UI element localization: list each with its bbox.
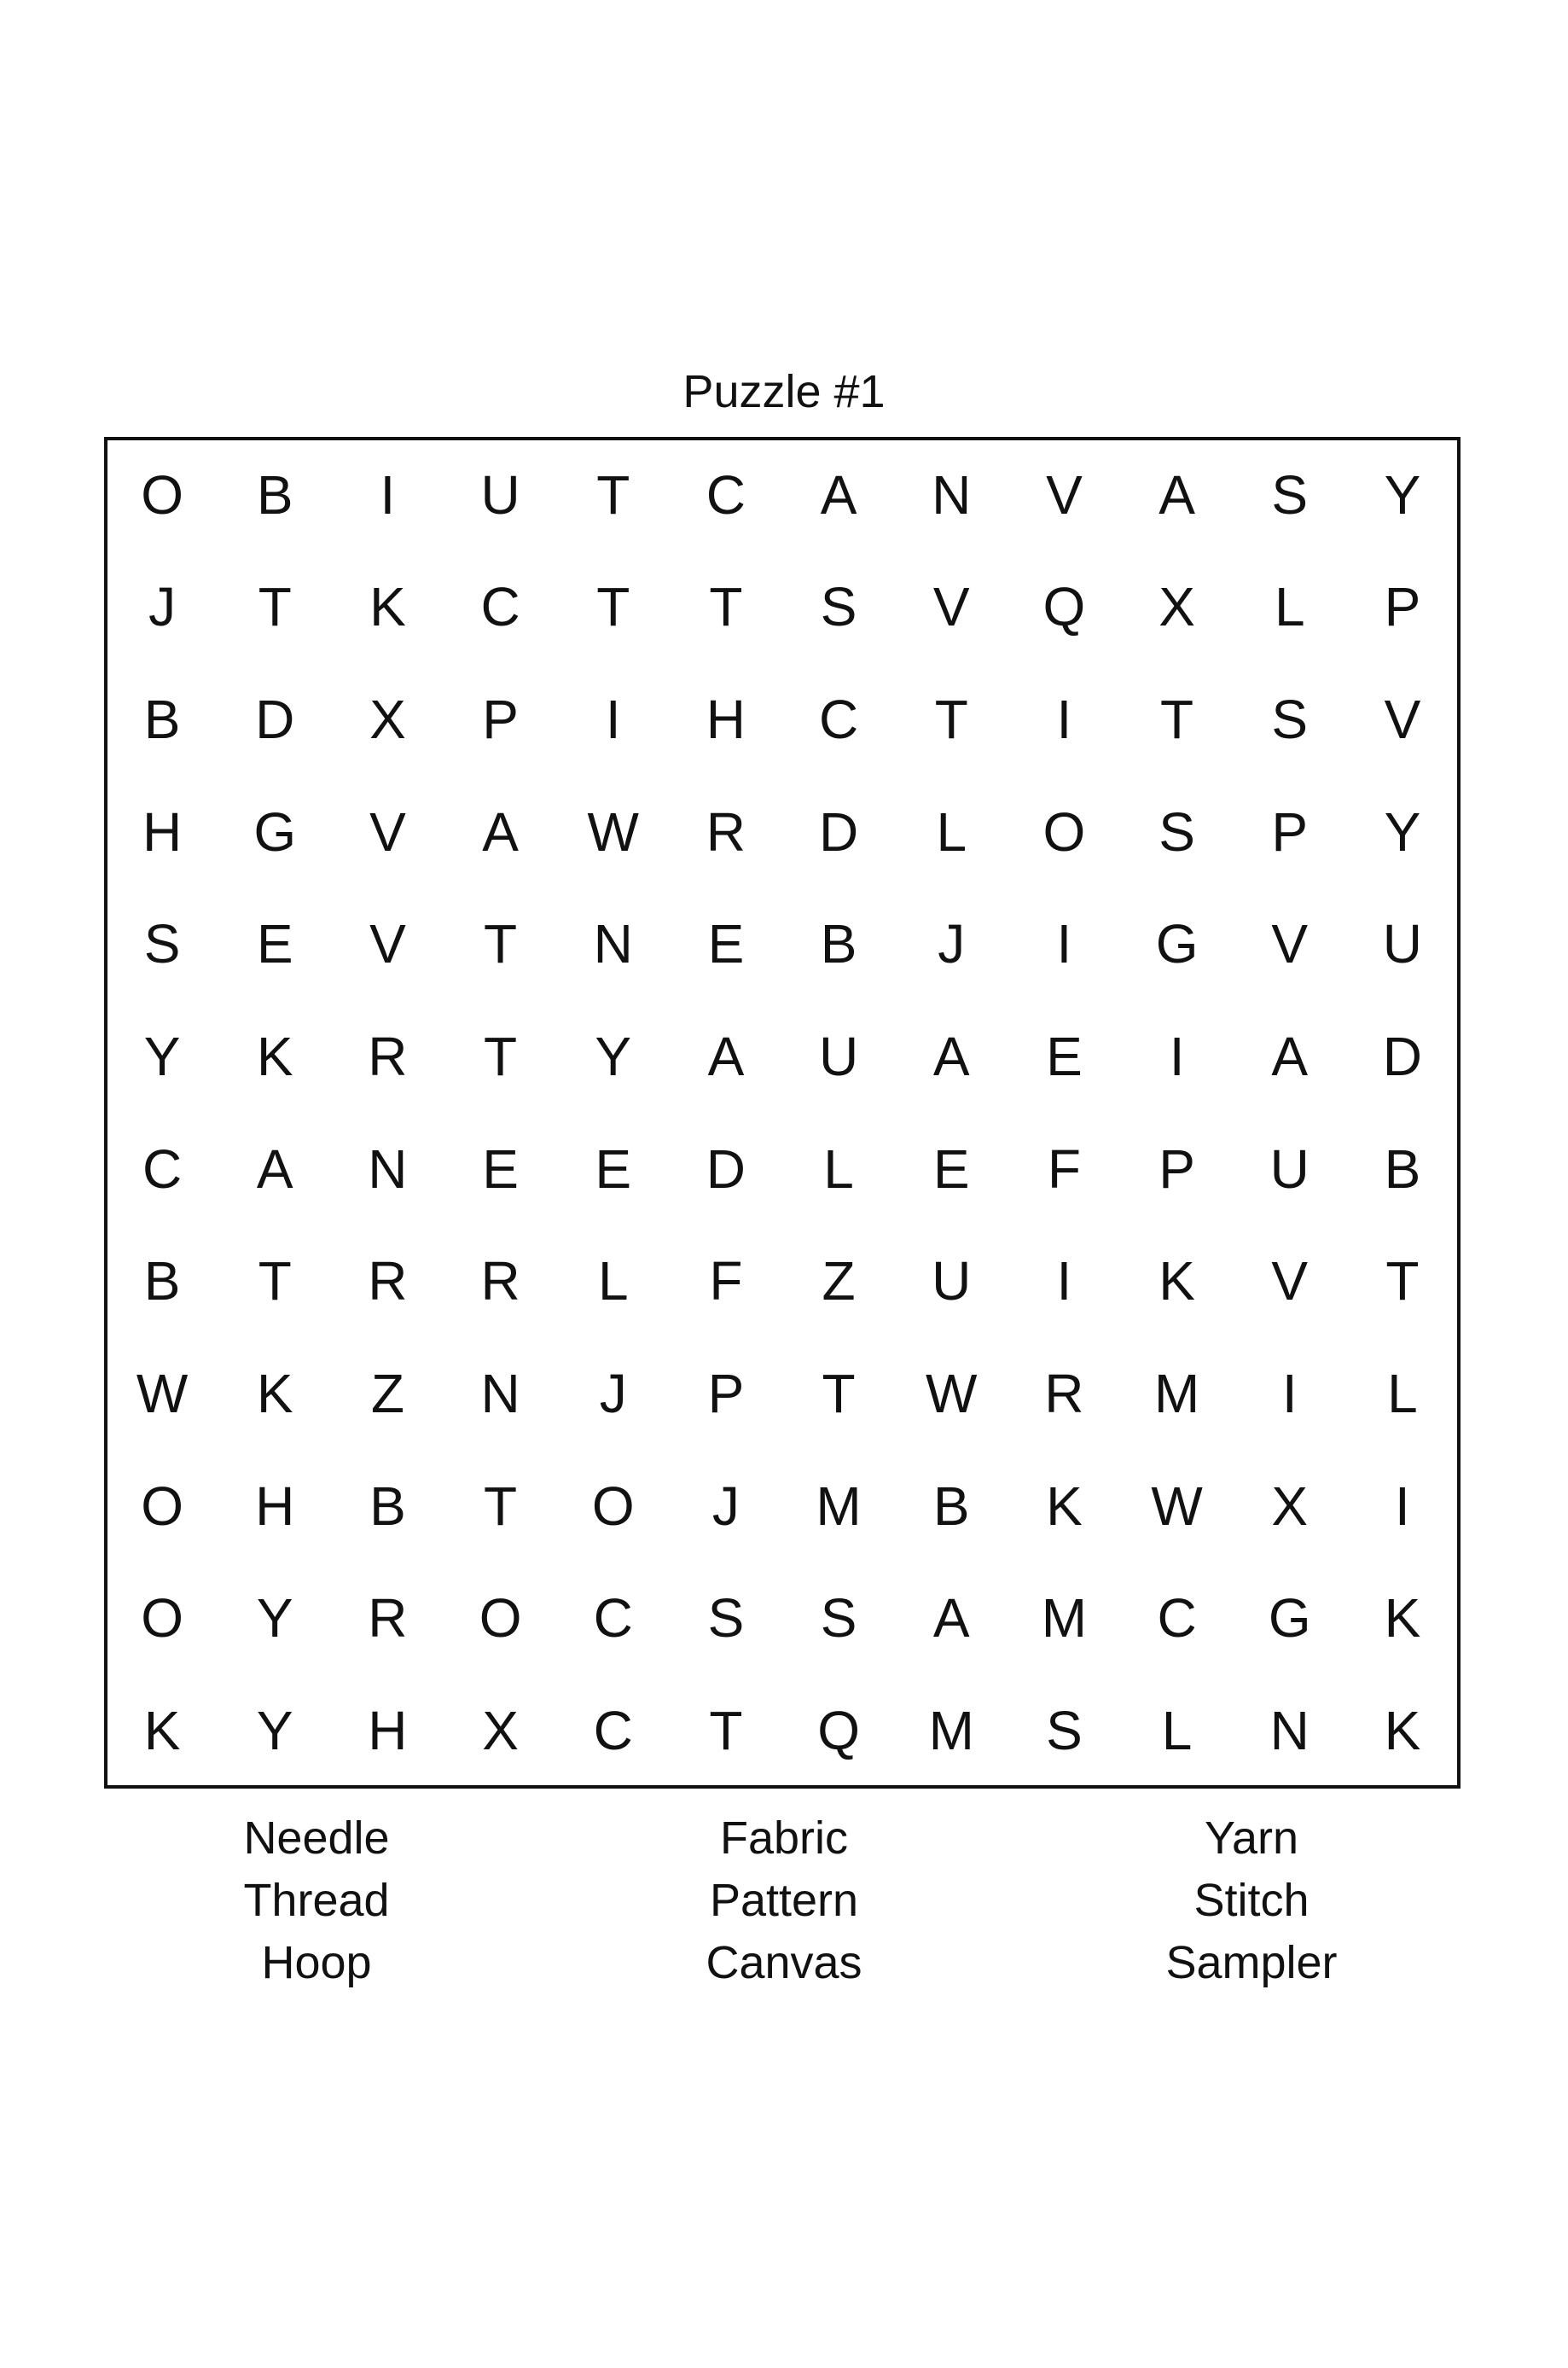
grid-cell[interactable]: U [818,1026,859,1088]
grid-cell[interactable]: S [143,913,181,975]
grid-cell[interactable]: W [1151,1475,1203,1537]
grid-cell[interactable]: S [1271,689,1309,751]
grid-cell[interactable]: E [595,1137,632,1200]
grid-cell[interactable]: L [1274,576,1305,638]
grid-cell[interactable]: O [141,1475,183,1537]
grid-cell[interactable]: P [707,1363,745,1425]
grid-cell[interactable]: S [1159,800,1195,863]
grid-cell[interactable]: V [1384,689,1421,751]
grid-cell[interactable]: E [482,1137,519,1200]
grid-cell[interactable]: C [818,689,859,751]
word-column-3 [1081,1807,1422,1994]
grid-cell[interactable]: G [1268,1587,1311,1649]
grid-cell[interactable]: V [1271,1250,1309,1312]
grid-cell[interactable]: G [253,800,297,863]
grid-cell[interactable]: I [1056,1250,1072,1312]
grid-cell[interactable]: P [482,689,519,751]
grid-cell[interactable]: Y [1384,800,1421,863]
word-list-item: Thread [243,1875,390,1926]
grid-cell[interactable]: H [368,1700,408,1762]
grid-cell[interactable]: R [706,800,746,863]
grid-cell[interactable]: E [707,913,745,975]
grid-cell[interactable]: P [1384,576,1421,638]
grid-cell[interactable]: H [255,1475,295,1537]
grid-cell[interactable]: Q [817,1700,860,1762]
grid-cell[interactable]: T [1385,1250,1420,1312]
grid-cell[interactable]: K [1384,1700,1421,1762]
grid-cell[interactable]: T [484,1026,518,1088]
grid-cell[interactable]: C [593,1587,633,1649]
grid-cell[interactable]: B [143,689,181,751]
grid-cell[interactable]: J [938,913,966,975]
grid-cell[interactable]: T [709,576,743,638]
grid-cell[interactable]: P [1159,1137,1195,1200]
grid-cell[interactable]: Y [256,1700,293,1762]
grid-cell[interactable]: E [256,913,293,975]
grid-cell[interactable]: V [369,913,406,975]
grid-cell[interactable]: Q [1042,576,1086,638]
grid-cell[interactable]: V [1271,913,1309,975]
grid-cell[interactable]: Y [595,1026,632,1088]
grid-cell[interactable]: K [1159,1250,1195,1312]
grid-cell[interactable]: B [1384,1137,1421,1200]
grid-cell[interactable]: S [1046,1700,1083,1762]
grid-cell[interactable]: K [1046,1475,1083,1537]
grid-cell[interactable]: O [479,1587,522,1649]
grid-cell[interactable]: Z [822,1250,856,1312]
grid-cell[interactable]: L [1387,1363,1418,1425]
grid-cell[interactable]: O [1042,800,1086,863]
word-list-item: Pattern [709,1875,859,1926]
grid-cell[interactable]: R [480,1250,520,1312]
grid-cell[interactable]: I [1056,913,1072,975]
grid-cell[interactable]: T [596,576,630,638]
grid-cell[interactable]: L [597,1250,629,1312]
grid-cell[interactable]: H [706,689,746,751]
grid-cell[interactable]: J [711,1475,740,1537]
grid-cell[interactable]: C [480,576,520,638]
grid-cell[interactable]: K [143,1700,181,1762]
grid-cell[interactable]: N [480,1363,520,1425]
grid-cell[interactable]: O [141,1587,183,1649]
grid-cell[interactable]: G [1155,913,1199,975]
grid-cell[interactable]: C [142,1137,183,1200]
grid-cell[interactable]: R [368,1250,408,1312]
grid-cell[interactable]: W [587,800,639,863]
grid-cell[interactable]: T [822,1363,856,1425]
grid-cell[interactable]: U [932,1250,972,1312]
grid-cell[interactable]: A [482,800,519,863]
grid-cell[interactable]: C [706,463,746,526]
grid-cell[interactable]: W [136,1363,189,1425]
grid-cell[interactable]: N [368,1137,408,1200]
grid-cell[interactable]: K [256,1026,293,1088]
grid-cell[interactable]: T [484,1475,518,1537]
letter-grid [106,439,1459,1787]
grid-cell[interactable]: B [256,463,293,526]
grid-cell[interactable]: T [934,689,968,751]
grid-cell[interactable]: V [932,576,970,638]
grid-cell[interactable]: I [1056,689,1072,751]
grid-cell[interactable]: V [1046,463,1083,526]
grid-cell[interactable]: D [706,1137,746,1200]
grid-cell[interactable]: Y [1384,463,1421,526]
grid-cell[interactable]: T [258,1250,292,1312]
grid-cell[interactable]: L [936,800,967,863]
grid-cell[interactable]: Z [370,1363,404,1425]
grid-cell[interactable]: L [823,1137,854,1200]
grid-cell[interactable]: C [593,1700,633,1762]
word-list-item: Sampler [1165,1937,1338,1988]
grid-cell[interactable]: Y [143,1026,181,1088]
grid-cell[interactable]: A [820,463,857,526]
grid-cell[interactable]: X [482,1700,519,1762]
grid-cell[interactable]: M [816,1475,862,1537]
grid-cell[interactable]: R [368,1587,408,1649]
grid-cell[interactable]: V [369,800,406,863]
word-list-item: Hoop [261,1937,372,1988]
grid-cell[interactable]: X [1159,576,1195,638]
grid-cell[interactable]: F [709,1250,743,1312]
grid-cell[interactable]: I [380,463,396,526]
word-column-2 [613,1807,955,1994]
grid-cell[interactable]: W [926,1363,978,1425]
word-column-1 [146,1807,487,1994]
grid-cell[interactable]: A [932,1026,970,1088]
grid-cell[interactable]: N [932,463,972,526]
grid-cell[interactable]: I [1281,1363,1298,1425]
grid-cell[interactable]: A [1271,1026,1309,1088]
grid-cell[interactable]: B [820,913,857,975]
grid-cell[interactable]: E [1046,1026,1083,1088]
grid-cell[interactable]: U [1382,913,1423,975]
grid-cell[interactable]: I [605,689,621,751]
grid-cell[interactable]: T [1160,689,1194,751]
grid-cell[interactable]: U [480,463,520,526]
grid-cell[interactable]: A [707,1026,745,1088]
grid-cell[interactable]: K [256,1363,293,1425]
word-list-item: Fabric [719,1812,849,1864]
grid-cell[interactable]: M [1153,1363,1200,1425]
grid-cell[interactable]: Y [256,1587,293,1649]
grid-cell[interactable]: D [818,800,859,863]
grid-cell[interactable]: M [1041,1587,1088,1649]
grid-cell[interactable]: A [932,1587,970,1649]
grid-cell[interactable]: O [141,463,183,526]
grid-cell[interactable]: O [591,1475,635,1537]
grid-cell[interactable]: N [593,913,633,975]
word-list-item: Needle [243,1812,390,1864]
grid-cell[interactable]: P [1271,800,1309,863]
grid-cell[interactable]: N [1269,1700,1310,1762]
word-list-item: Stitch [1193,1875,1310,1926]
grid-cell[interactable]: F [1047,1137,1081,1200]
grid-cell[interactable]: M [928,1700,974,1762]
word-list [0,1807,1568,2012]
grid-cell[interactable]: K [1384,1587,1421,1649]
grid-cell[interactable]: B [932,1475,970,1537]
grid-cell[interactable]: I [1169,1026,1185,1088]
grid-cell[interactable]: X [369,689,406,751]
grid-cell[interactable]: D [255,689,295,751]
grid-cell[interactable]: T [596,463,630,526]
grid-cell[interactable]: B [143,1250,181,1312]
grid-cell[interactable]: A [256,1137,293,1200]
grid-cell[interactable]: S [1271,463,1309,526]
grid-cell[interactable]: T [484,913,518,975]
grid-cell[interactable]: R [368,1026,408,1088]
grid-cell[interactable]: S [820,576,857,638]
grid-cell[interactable]: J [599,1363,627,1425]
grid-cell[interactable]: J [148,576,177,638]
grid-cell[interactable]: L [1161,1700,1193,1762]
grid-cell[interactable]: H [142,800,183,863]
grid-cell[interactable]: R [1044,1363,1084,1425]
grid-cell[interactable]: S [707,1587,745,1649]
grid-cell[interactable]: K [369,576,406,638]
grid-cell[interactable]: E [932,1137,970,1200]
grid-cell[interactable]: I [1395,1475,1410,1537]
grid-cell[interactable]: X [1271,1475,1309,1537]
grid-cell[interactable]: C [1157,1587,1197,1649]
grid-cell[interactable]: U [1269,1137,1310,1200]
grid-cell[interactable]: B [369,1475,406,1537]
grid-cell[interactable]: T [709,1700,743,1762]
puzzle-title: Puzzle #1 [682,366,886,417]
word-list-item: Yarn [1204,1812,1299,1864]
word-list-item: Canvas [706,1937,862,1988]
grid-cell[interactable]: S [820,1587,857,1649]
grid-cell[interactable]: D [1382,1026,1423,1088]
grid-cell[interactable]: A [1159,463,1195,526]
grid-cell[interactable]: T [258,576,292,638]
